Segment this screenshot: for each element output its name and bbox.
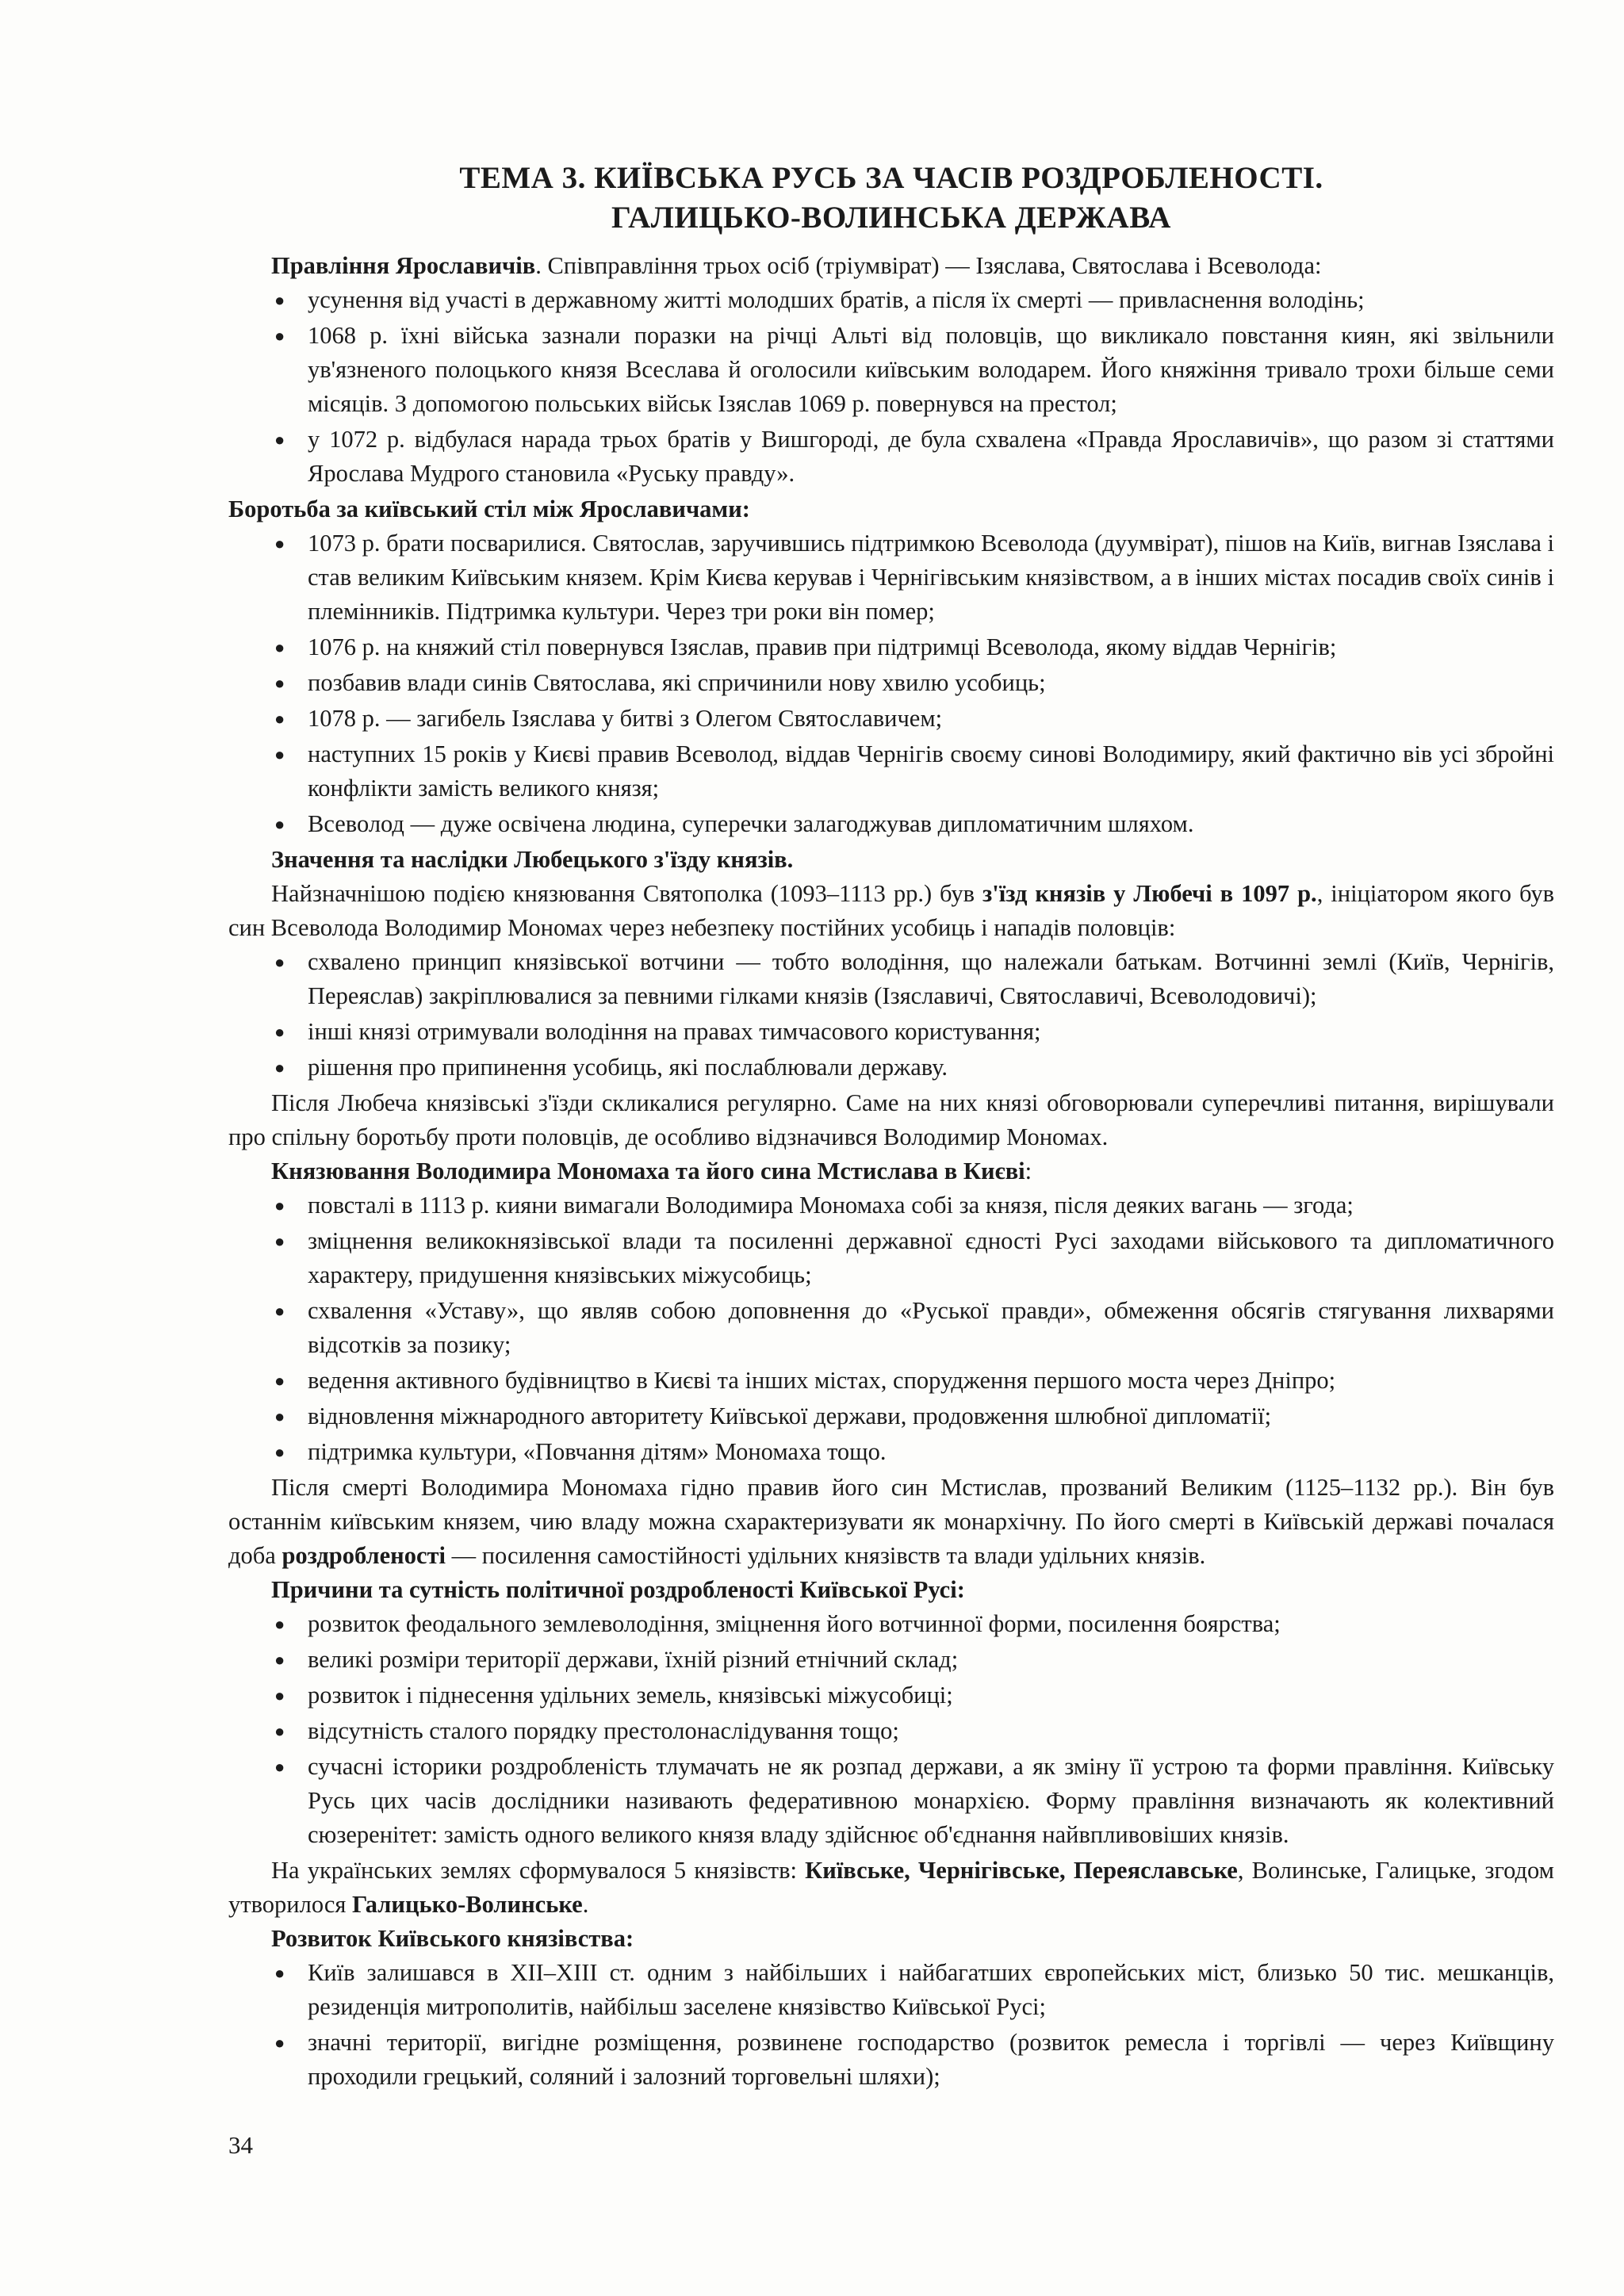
list-item-text: 1076 р. на княжий стіл повернувся Ізяслав, правив при підтримці Всеволода, якому віддав Чернігів; — [308, 633, 1337, 660]
section-heading-monomakh — [228, 1154, 1554, 1188]
bullet-icon: ● — [274, 326, 285, 346]
paragraph-text: На українських землях сформувалося 5 князівств: — [271, 1857, 806, 1884]
bullet-icon: ● — [274, 1301, 285, 1321]
section-heading-kyiv-principality: Розвиток Київського князівства: — [271, 1925, 634, 1952]
paragraph-principalities — [228, 1854, 1554, 1922]
list-item — [228, 1678, 1554, 1712]
bullet-list — [228, 283, 1554, 491]
bullet-icon: ● — [274, 814, 285, 834]
list-item-text: 1068 р. їхні війська зазнали поразки на річці Альті від половців, що викликало повстання киян, які звільнили ув'язненого полоцького князя Всеслава й оголосили київським володарем. Його княжіння тривало трохи більше семи місяців. З допомогою польських військ Ізяслав 1069 р. повернувся на престол; — [308, 322, 1554, 417]
section-heading-text: Правління Ярославичів — [271, 252, 536, 279]
paragraph-text: , ініціатором якого був син Всеволода Володимир Мономах через небезпеку постійних усобиць і нападів половців: — [228, 880, 1554, 941]
bullet-icon: ● — [274, 1757, 285, 1777]
list-item — [228, 1294, 1554, 1362]
bullet-icon: ● — [274, 1614, 285, 1634]
bullet-icon: ● — [274, 1058, 285, 1077]
paragraph-bold: Київське, Чернігівське, Переяславське — [805, 1857, 1238, 1884]
list-item — [228, 1364, 1554, 1398]
list-item-text: у 1072 р. відбулася нарада трьох братів у Вишгороді, де була схвалена «Правда Ярославичів», що разом зі статтями Ярослава Мудрого становила «Руську правду». — [308, 426, 1554, 487]
list-item-text: розвиток феодального землеволодіння, зміцнення його вотчинної форми, посилення боярства; — [308, 1610, 1281, 1637]
list-item-text: схвалення «Уставу», що являв собою доповнення до «Руської правди», обмеження обсягів стягування лихварями відсотків за позику; — [308, 1297, 1554, 1358]
list-item — [228, 1750, 1554, 1852]
bullet-icon: ● — [274, 1022, 285, 1042]
list-item-text: наступних 15 років у Києві правив Всеволод, віддав Чернігів своєму синові Володимиру, який фактично вів усі збройні конфлікти замість великого князя; — [308, 740, 1554, 802]
list-item — [228, 526, 1554, 629]
list-item — [228, 1435, 1554, 1469]
list-item-text: зміцнення великокнязівської влади та посиленні державної єдності Русі заходами військового та дипломатичного характеру, придушення князівських міжусобиць; — [308, 1227, 1554, 1288]
list-item — [228, 666, 1554, 700]
list-item — [228, 945, 1554, 1013]
list-item — [228, 1607, 1554, 1641]
bullet-icon: ● — [274, 709, 285, 729]
bullet-icon: ● — [274, 1442, 285, 1462]
bullet-list — [228, 1188, 1554, 1469]
bullet-icon: ● — [274, 952, 285, 972]
paragraph-mstyslav — [228, 1471, 1554, 1573]
list-item-text: Київ залишався в XII–XIII ст. одним з найбільших і найбагатших європейських міст, близько 50 тис. мешканців, резиденція митрополитів, найбільш заселене князівство Київської Русі; — [308, 1959, 1554, 2020]
bullet-list — [228, 1956, 1554, 2094]
paragraph-bold: з'їзд князів у Любечі в 1097 р. — [982, 880, 1317, 907]
list-item — [228, 319, 1554, 421]
bullet-icon: ● — [274, 1231, 285, 1251]
list-item — [228, 1015, 1554, 1049]
list-item-text: Всеволод — дуже освічена людина, суперечки залагоджував дипломатичним шляхом. — [308, 810, 1194, 837]
bullet-list — [228, 945, 1554, 1085]
list-item-text: відсутність сталого порядку престолонаслідування тощо; — [308, 1717, 899, 1744]
section-heading-yaroslavychi-rule — [228, 249, 1554, 283]
section-heading-lyubech: Значення та наслідки Любецького з'їзду князів. — [271, 846, 794, 873]
bullet-list — [228, 1607, 1554, 1852]
list-item — [228, 423, 1554, 491]
list-item-text: значні території, вигідне розміщення, розвинене господарство (розвиток ремесла і торгівлі — через Київщину проходили грецький, соляний і залозний торговельні шляхи); — [308, 2029, 1554, 2090]
section-heading-text: Князювання Володимира Мономаха та його сина Мстислава в Києві — [271, 1158, 1025, 1184]
list-item-text: ведення активного будівництво в Києві та інших містах, спорудження першого моста через Дніпро; — [308, 1367, 1336, 1394]
bullet-icon: ● — [274, 1721, 285, 1741]
paragraph-after-lyubech: Після Любеча князівські з'їзди скликалися регулярно. Саме на них князі обговорювали суперечливі питання, вирішували про спільну боротьбу проти половців, де особливо відзначився Володимир Мономах. — [228, 1089, 1554, 1150]
list-item — [228, 1050, 1554, 1085]
list-item-text: схвалено принцип князівської вотчини — тобто володіння, що належали батькам. Вотчинні землі (Київ, Чернігів, Переяслав) закріплювалися за певними гілками князів (Ізяславичі, Святославичі, Всеволодовичі); — [308, 948, 1554, 1009]
list-item-text: 1078 р. — загибель Ізяслава у битві з Олегом Святославичем; — [308, 705, 943, 732]
list-item-text: інші князі отримували володіння на правах тимчасового користування; — [308, 1018, 1041, 1045]
title-line-1: ТЕМА 3. КИЇВСЬКА РУСЬ ЗА ЧАСІВ РОЗДРОБЛЕНОСТІ. — [459, 161, 1323, 195]
list-item-text: рішення про припинення усобиць, які послаблювали державу. — [308, 1054, 948, 1081]
page-number: 34 — [228, 2131, 253, 2159]
paragraph-text: . — [582, 1891, 589, 1918]
list-item-text: розвиток і піднесення удільних земель, князівські міжусобиці; — [308, 1682, 953, 1709]
paragraph-bold: Галицько-Волинське — [352, 1891, 583, 1918]
list-item — [228, 1714, 1554, 1748]
bullet-icon: ● — [274, 290, 285, 310]
page-title — [228, 159, 1554, 238]
bullet-icon: ● — [274, 1196, 285, 1215]
list-item — [228, 1956, 1554, 2024]
section-heading-rest: . Співправління трьох осіб (тріумвірат) — Ізяслава, Святослава і Всеволода: — [535, 252, 1322, 279]
list-item — [228, 2026, 1554, 2094]
list-item — [228, 1188, 1554, 1223]
list-item-text: відновлення міжнародного авторитету Київської держави, продовження шлюбної дипломатії; — [308, 1402, 1272, 1429]
paragraph-lyubech — [228, 877, 1554, 945]
list-item — [228, 1399, 1554, 1433]
list-item — [228, 1224, 1554, 1292]
list-item-text: усунення від участі в державному житті молодших братів, а після їх смерті — привласнення володінь; — [308, 286, 1365, 313]
bullet-list — [228, 526, 1554, 841]
list-item — [228, 1643, 1554, 1677]
bullet-icon: ● — [274, 744, 285, 764]
list-item-text: великі розміри території держави, їхній різний етнічний склад; — [308, 1646, 959, 1673]
list-item — [228, 737, 1554, 806]
list-item — [228, 702, 1554, 736]
paragraph-text: — посилення самостійності удільних князівств та влади удільних князів. — [445, 1542, 1206, 1569]
list-item — [228, 283, 1554, 317]
bullet-icon: ● — [274, 1650, 285, 1670]
list-item — [228, 630, 1554, 664]
section-heading-struggle: Боротьба за київський стіл між Ярославичами: — [228, 496, 750, 522]
bullet-icon: ● — [274, 1371, 285, 1391]
paragraph-bold: роздробленості — [282, 1542, 446, 1569]
bullet-icon: ● — [274, 637, 285, 657]
bullet-icon: ● — [274, 1963, 285, 1983]
list-item-text: підтримка культури, «Повчання дітям» Мономаха тощо. — [308, 1438, 887, 1465]
paragraph-text: , Волинське, Галицьке, згодом утворилося — [228, 1857, 1554, 1918]
page-content — [228, 159, 1554, 2095]
list-item-text: позбавив влади синів Святослава, які спричинили нову хвилю усобиць; — [308, 669, 1046, 696]
bullet-icon: ● — [274, 1406, 285, 1426]
list-item-text: сучасні історики роздробленість тлумачать не як розпад держави, а як зміну її устрою та форми правління. Київську Русь цих часів дослідники називають федеративною монархією. Форму правління визначають як колективний сюзеренітет: замість одного великого князя владу здійснює об'єднання найвпливовіших князів. — [308, 1753, 1554, 1848]
bullet-icon: ● — [274, 673, 285, 693]
list-item-text: 1073 р. брати посварилися. Святослав, заручившись підтримкою Всеволода (дуумвірат), пішов на Київ, вигнав Ізяслава і став великим Київським князем. Крім Києва керував і Чернігівським князівством, а в інших містах посадив своїх синів і племінників. Підтримка культури. Через три роки він помер; — [308, 530, 1554, 625]
section-heading-rest: : — [1025, 1158, 1032, 1184]
bullet-icon: ● — [274, 2033, 285, 2053]
section-heading-fragmentation: Причини та сутність політичної роздробленості Київської Русі: — [271, 1576, 965, 1603]
paragraph-text: Після смерті Володимира Мономаха гідно правив його син Мстислав, прозваний Великим (1125–1132 рр.). Він був останнім київським князем, чию владу можна схарактеризувати як монархічну. По його смерті в Київській державі почалася доба — [228, 1474, 1554, 1569]
paragraph-text: Найзначнішою подією князювання Святополка (1093–1113 рр.) був — [271, 880, 983, 907]
title-line-2: ГАЛИЦЬКО-ВОЛИНСЬКА ДЕРЖАВА — [611, 201, 1171, 235]
bullet-icon: ● — [274, 430, 285, 450]
list-item — [228, 807, 1554, 841]
bullet-icon: ● — [274, 1686, 285, 1705]
list-item-text: повсталі в 1113 р. кияни вимагали Володимира Мономаха собі за князя, після деяких вагань — згода; — [308, 1192, 1354, 1219]
bullet-icon: ● — [274, 534, 285, 553]
